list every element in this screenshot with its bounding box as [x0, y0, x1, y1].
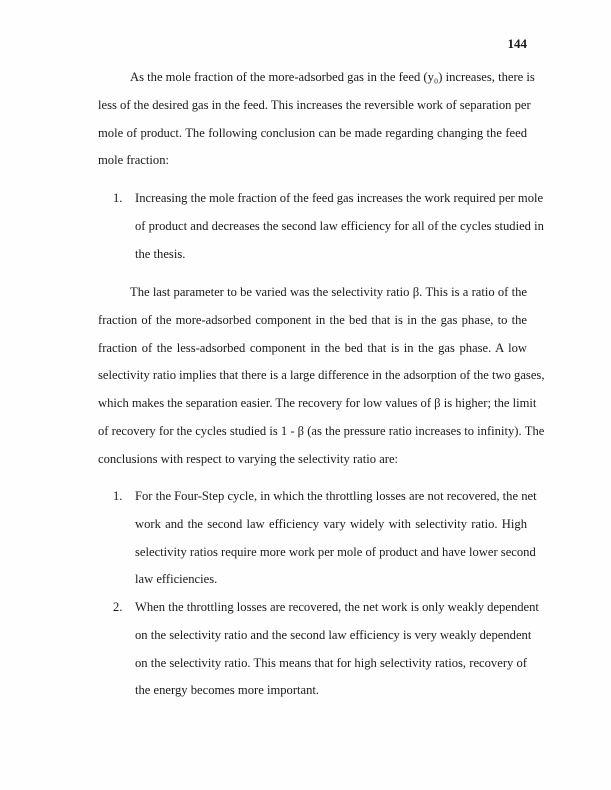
text-line: When the throttling losses are recovered, the net work is only weakly dependent — [135, 600, 539, 614]
paragraph-selectivity — [98, 285, 545, 480]
list-item — [113, 191, 544, 274]
text-line: of recovery for the cycles studied is 1 - β (as the pressure ratio increases to infinity). The — [98, 423, 545, 438]
text-line: the thesis. — [135, 246, 186, 261]
text-line: on the selectivity ratio. This means that for high selectivity ratios, recovery of — [135, 655, 527, 670]
text-line: The last parameter to be varied was the selectivity ratio β. This is a ratio of the — [130, 285, 527, 299]
list-number: 1. — [113, 191, 123, 205]
text-line: As the mole fraction of the more-adsorbed gas in the feed (y₀) increases, there is — [130, 70, 535, 84]
list-number: 1. — [113, 489, 123, 503]
text-line: of product and decreases the second law efficiency for all of the cycles studied in — [135, 218, 544, 233]
text-line: mole fraction: — [98, 153, 169, 168]
text-line: conclusions with respect to varying the selectivity ratio are: — [98, 451, 399, 466]
page-number: 144 — [507, 36, 527, 51]
text-line: on the selectivity ratio and the second law efficiency is very weakly dependent — [135, 627, 532, 642]
list-item — [113, 600, 539, 711]
text-line: Increasing the mole fraction of the feed gas increases the work required per mole — [135, 191, 544, 205]
text-line: fraction of the more-adsorbed component in the bed that is in the gas phase, to the — [98, 312, 527, 327]
text-line: fraction of the less-adsorbed component in the bed that is in the gas phase. A low — [98, 340, 527, 355]
text-line: the energy becomes more important. — [135, 683, 320, 698]
text-line: less of the desired gas in the feed. This increases the reversible work of separation per — [98, 97, 531, 112]
text-line: mole of product. The following conclusion can be made regarding changing the feed — [98, 125, 527, 140]
text-line: selectivity ratio implies that there is a large difference in the adsorption of the two gases, — [98, 368, 545, 383]
list-number: 2. — [113, 600, 123, 614]
text-line: For the Four-Step cycle, in which the throttling losses are not recovered, the net — [135, 489, 537, 503]
text-line: work and the second law efficiency vary widely with selectivity ratio. High — [135, 516, 527, 531]
text-line: law efficiencies. — [135, 572, 218, 587]
list-item — [113, 489, 537, 600]
text-line: selectivity ratios require more work per mole of product and have lower second — [135, 544, 536, 559]
text-line: which makes the separation easier. The recovery for low values of β is higher; the limit — [98, 396, 537, 411]
paragraph-feed-fraction — [98, 70, 535, 181]
